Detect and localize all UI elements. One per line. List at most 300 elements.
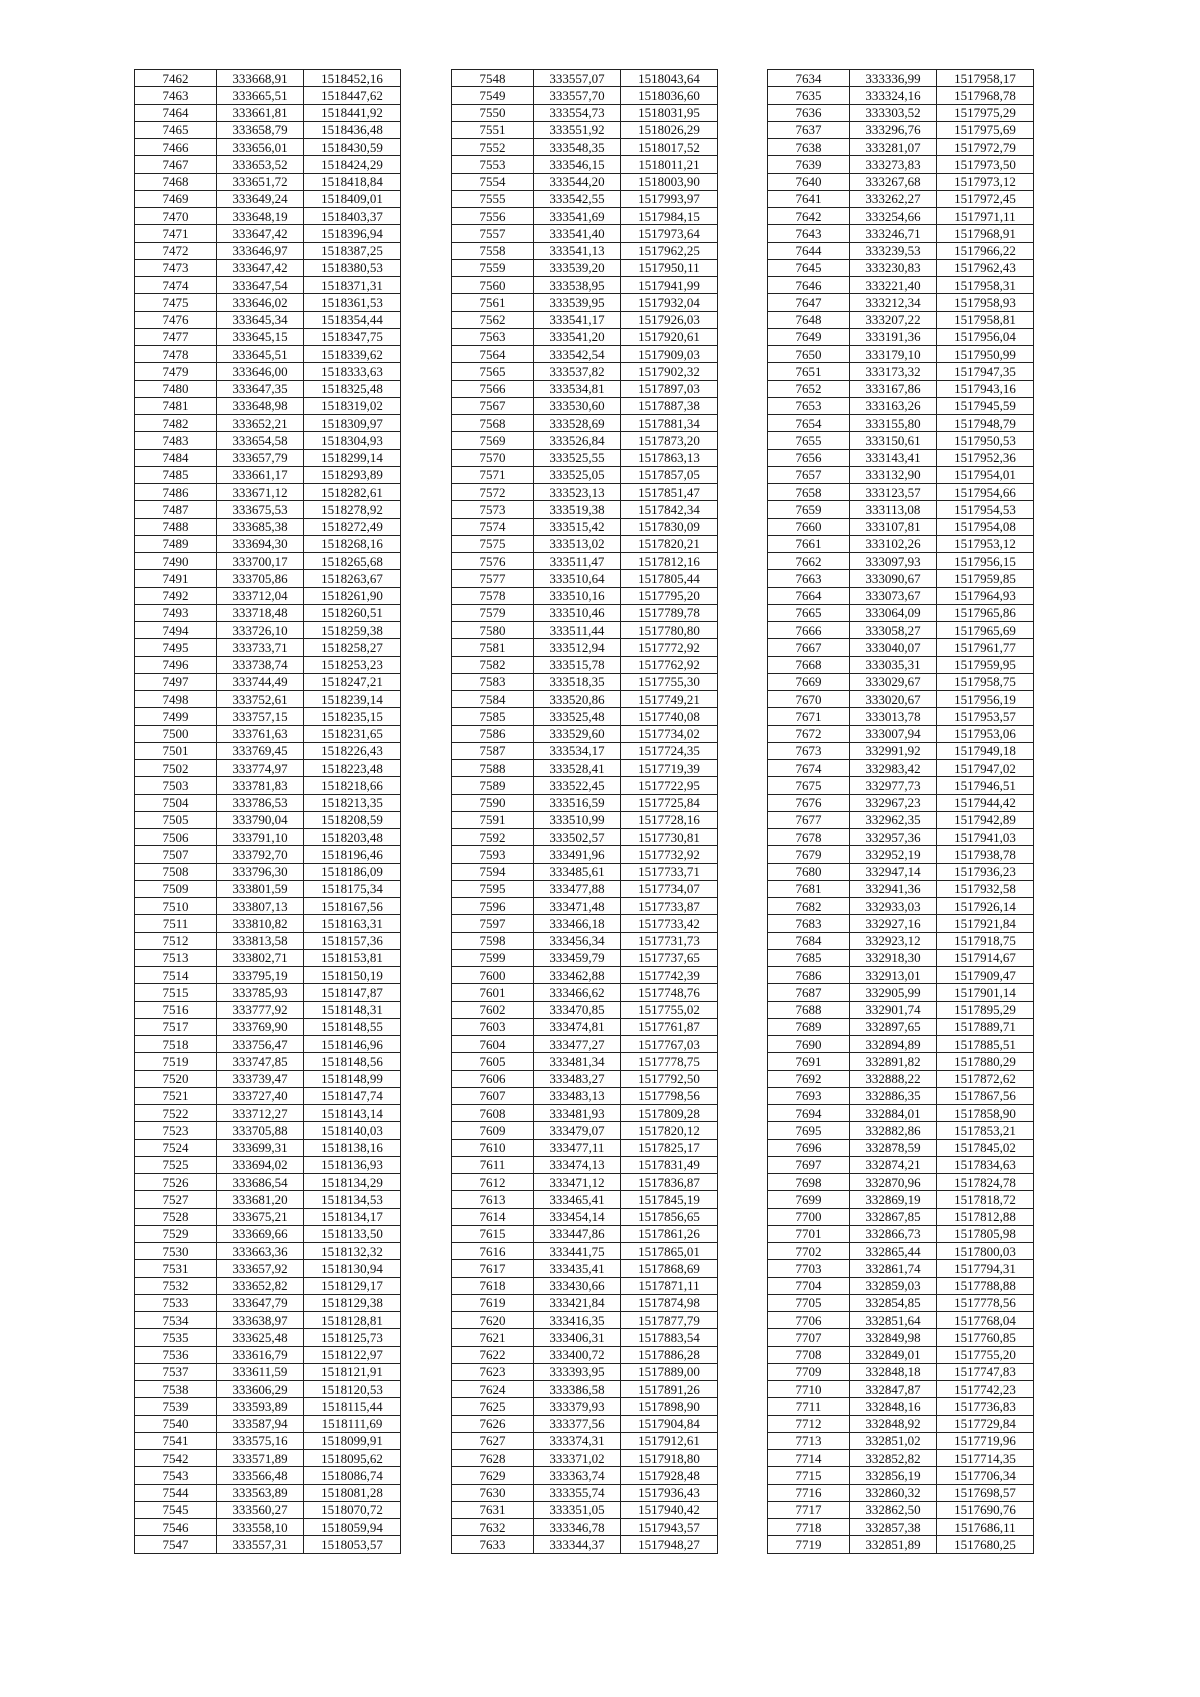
x-coordinate-cell: 333035,31: [850, 656, 937, 673]
y-coordinate-cell: 1517966,22: [937, 242, 1034, 259]
table-row: [135, 397, 401, 414]
table-row: [452, 346, 718, 363]
point-number-cell: 7555: [452, 190, 534, 207]
table-row: [452, 466, 718, 483]
point-number-cell: 7673: [768, 742, 850, 759]
y-coordinate-cell: 1518122,97: [304, 1346, 401, 1363]
y-coordinate-cell: 1517825,17: [621, 1139, 718, 1156]
table-row: [452, 587, 718, 604]
y-coordinate-cell: 1517867,56: [937, 1087, 1034, 1104]
point-number-cell: 7604: [452, 1036, 534, 1053]
table-row: [768, 863, 1034, 880]
table-row: [452, 1329, 718, 1346]
point-number-cell: 7463: [135, 87, 217, 104]
table-row: [135, 1105, 401, 1122]
y-coordinate-cell: 1518026,29: [621, 121, 718, 138]
y-coordinate-cell: 1517973,50: [937, 156, 1034, 173]
x-coordinate-cell: 333648,98: [217, 397, 304, 414]
table-row: [452, 1174, 718, 1191]
table-row: [452, 259, 718, 276]
point-number-cell: 7640: [768, 173, 850, 190]
point-number-cell: 7688: [768, 1001, 850, 1018]
point-number-cell: 7623: [452, 1363, 534, 1380]
x-coordinate-cell: 333529,60: [534, 725, 621, 742]
x-coordinate-cell: 332866,73: [850, 1225, 937, 1242]
y-coordinate-cell: 1518129,38: [304, 1294, 401, 1311]
x-coordinate-cell: 333374,31: [534, 1432, 621, 1449]
point-number-cell: 7539: [135, 1398, 217, 1415]
y-coordinate-cell: 1518147,87: [304, 984, 401, 1001]
x-coordinate-cell: 332851,02: [850, 1432, 937, 1449]
y-coordinate-cell: 1517742,39: [621, 967, 718, 984]
point-number-cell: 7647: [768, 294, 850, 311]
table-row: [452, 967, 718, 984]
y-coordinate-cell: 1517971,11: [937, 208, 1034, 225]
table-row: [768, 1208, 1034, 1225]
table-row: [768, 415, 1034, 432]
x-coordinate-cell: 333355,74: [534, 1484, 621, 1501]
y-coordinate-cell: 1517824,78: [937, 1174, 1034, 1191]
point-number-cell: 7619: [452, 1294, 534, 1311]
table-row: [452, 1415, 718, 1432]
table-row: [452, 760, 718, 777]
table-row: [135, 294, 401, 311]
point-number-cell: 7576: [452, 553, 534, 570]
table-row: [135, 811, 401, 828]
y-coordinate-cell: 1517733,71: [621, 863, 718, 880]
x-coordinate-cell: 332962,35: [850, 811, 937, 828]
point-number-cell: 7495: [135, 639, 217, 656]
x-coordinate-cell: 333167,86: [850, 380, 937, 397]
y-coordinate-cell: 1517812,88: [937, 1208, 1034, 1225]
x-coordinate-cell: 333801,59: [217, 880, 304, 897]
x-coordinate-cell: 333616,79: [217, 1346, 304, 1363]
table-row: [135, 70, 401, 87]
table-row: [135, 1450, 401, 1467]
point-number-cell: 7462: [135, 70, 217, 87]
x-coordinate-cell: 333645,34: [217, 311, 304, 328]
x-coordinate-cell: 333471,48: [534, 898, 621, 915]
point-number-cell: 7702: [768, 1243, 850, 1260]
table-row: [452, 673, 718, 690]
x-coordinate-cell: 333790,04: [217, 811, 304, 828]
x-coordinate-cell: 333727,40: [217, 1087, 304, 1104]
x-coordinate-cell: 333699,31: [217, 1139, 304, 1156]
point-number-cell: 7597: [452, 915, 534, 932]
table-row: [452, 915, 718, 932]
y-coordinate-cell: 1517953,12: [937, 535, 1034, 552]
point-number-cell: 7587: [452, 742, 534, 759]
point-number-cell: 7648: [768, 311, 850, 328]
point-number-cell: 7615: [452, 1225, 534, 1242]
table-row: [135, 225, 401, 242]
point-number-cell: 7658: [768, 484, 850, 501]
coordinate-table-body: [768, 70, 1034, 1554]
x-coordinate-cell: 332933,03: [850, 898, 937, 915]
x-coordinate-cell: 333757,15: [217, 708, 304, 725]
x-coordinate-cell: 333483,27: [534, 1070, 621, 1087]
x-coordinate-cell: 332913,01: [850, 967, 937, 984]
point-number-cell: 7634: [768, 70, 850, 87]
table-row: [452, 294, 718, 311]
point-number-cell: 7611: [452, 1156, 534, 1173]
x-coordinate-cell: 333544,20: [534, 173, 621, 190]
table-row: [452, 725, 718, 742]
table-row: [135, 87, 401, 104]
y-coordinate-cell: 1517733,42: [621, 915, 718, 932]
x-coordinate-cell: 333459,79: [534, 949, 621, 966]
point-number-cell: 7637: [768, 121, 850, 138]
point-number-cell: 7512: [135, 932, 217, 949]
point-number-cell: 7589: [452, 777, 534, 794]
x-coordinate-cell: 332857,38: [850, 1519, 937, 1536]
y-coordinate-cell: 1518147,74: [304, 1087, 401, 1104]
y-coordinate-cell: 1517706,34: [937, 1467, 1034, 1484]
x-coordinate-cell: 333647,42: [217, 259, 304, 276]
table-row: [768, 449, 1034, 466]
table-row: [135, 208, 401, 225]
y-coordinate-cell: 1517950,53: [937, 432, 1034, 449]
point-number-cell: 7713: [768, 1432, 850, 1449]
x-coordinate-cell: 333525,55: [534, 449, 621, 466]
y-coordinate-cell: 1517932,58: [937, 880, 1034, 897]
point-number-cell: 7557: [452, 225, 534, 242]
x-coordinate-cell: 333058,27: [850, 622, 937, 639]
x-coordinate-cell: 332848,92: [850, 1415, 937, 1432]
table-row: [768, 294, 1034, 311]
x-coordinate-cell: 333796,30: [217, 863, 304, 880]
table-row: [452, 415, 718, 432]
y-coordinate-cell: 1518371,31: [304, 277, 401, 294]
x-coordinate-cell: 333173,32: [850, 363, 937, 380]
x-coordinate-cell: 333652,82: [217, 1277, 304, 1294]
point-number-cell: 7663: [768, 570, 850, 587]
point-number-cell: 7592: [452, 829, 534, 846]
coordinate-table-body: [135, 70, 401, 1554]
table-row: [135, 1501, 401, 1518]
table-row: [452, 1018, 718, 1035]
point-number-cell: 7591: [452, 811, 534, 828]
table-row: [452, 139, 718, 156]
y-coordinate-cell: 1517865,01: [621, 1243, 718, 1260]
x-coordinate-cell: 333416,35: [534, 1312, 621, 1329]
x-coordinate-cell: 333351,05: [534, 1501, 621, 1518]
x-coordinate-cell: 333207,22: [850, 311, 937, 328]
y-coordinate-cell: 1517912,61: [621, 1432, 718, 1449]
table-row: [768, 104, 1034, 121]
point-number-cell: 7659: [768, 501, 850, 518]
table-row: [135, 1174, 401, 1191]
y-coordinate-cell: 1517845,19: [621, 1191, 718, 1208]
x-coordinate-cell: 333542,55: [534, 190, 621, 207]
point-number-cell: 7522: [135, 1105, 217, 1122]
x-coordinate-cell: 332941,36: [850, 880, 937, 897]
y-coordinate-cell: 1517881,34: [621, 415, 718, 432]
y-coordinate-cell: 1518309,97: [304, 415, 401, 432]
table-row: [452, 1105, 718, 1122]
table-row: [768, 535, 1034, 552]
point-number-cell: 7487: [135, 501, 217, 518]
y-coordinate-cell: 1517901,14: [937, 984, 1034, 1001]
table-row: [135, 1087, 401, 1104]
point-number-cell: 7709: [768, 1363, 850, 1380]
y-coordinate-cell: 1517820,21: [621, 535, 718, 552]
y-coordinate-cell: 1517845,02: [937, 1139, 1034, 1156]
point-number-cell: 7613: [452, 1191, 534, 1208]
point-number-cell: 7575: [452, 535, 534, 552]
table-row: [768, 1139, 1034, 1156]
table-row: [768, 190, 1034, 207]
table-row: [135, 725, 401, 742]
x-coordinate-cell: 333163,26: [850, 397, 937, 414]
x-coordinate-cell: 333551,92: [534, 121, 621, 138]
x-coordinate-cell: 333371,02: [534, 1450, 621, 1467]
x-coordinate-cell: 332869,19: [850, 1191, 937, 1208]
x-coordinate-cell: 333611,59: [217, 1363, 304, 1380]
table-row: [768, 380, 1034, 397]
point-number-cell: 7550: [452, 104, 534, 121]
point-number-cell: 7477: [135, 328, 217, 345]
coordinate-table-1: [134, 69, 401, 1554]
point-number-cell: 7631: [452, 1501, 534, 1518]
point-number-cell: 7633: [452, 1536, 534, 1553]
point-number-cell: 7570: [452, 449, 534, 466]
point-number-cell: 7602: [452, 1001, 534, 1018]
y-coordinate-cell: 1517873,20: [621, 432, 718, 449]
table-row: [135, 1001, 401, 1018]
point-number-cell: 7510: [135, 898, 217, 915]
y-coordinate-cell: 1518452,16: [304, 70, 401, 87]
x-coordinate-cell: 333020,67: [850, 691, 937, 708]
x-coordinate-cell: 333781,83: [217, 777, 304, 794]
point-number-cell: 7695: [768, 1122, 850, 1139]
y-coordinate-cell: 1517734,02: [621, 725, 718, 742]
x-coordinate-cell: 333421,84: [534, 1294, 621, 1311]
x-coordinate-cell: 333813,58: [217, 932, 304, 949]
table-row: [768, 1432, 1034, 1449]
x-coordinate-cell: 332859,03: [850, 1277, 937, 1294]
y-coordinate-cell: 1518099,91: [304, 1432, 401, 1449]
point-number-cell: 7499: [135, 708, 217, 725]
table-row: [452, 225, 718, 242]
x-coordinate-cell: 333254,66: [850, 208, 937, 225]
point-number-cell: 7571: [452, 466, 534, 483]
x-coordinate-cell: 332967,23: [850, 794, 937, 811]
x-coordinate-cell: 332894,89: [850, 1036, 937, 1053]
point-number-cell: 7601: [452, 984, 534, 1001]
x-coordinate-cell: 333513,02: [534, 535, 621, 552]
x-coordinate-cell: 333267,68: [850, 173, 937, 190]
point-number-cell: 7546: [135, 1519, 217, 1536]
y-coordinate-cell: 1517733,87: [621, 898, 718, 915]
x-coordinate-cell: 333694,02: [217, 1156, 304, 1173]
x-coordinate-cell: 332854,85: [850, 1294, 937, 1311]
point-number-cell: 7492: [135, 587, 217, 604]
y-coordinate-cell: 1517714,35: [937, 1450, 1034, 1467]
y-coordinate-cell: 1517962,43: [937, 259, 1034, 276]
y-coordinate-cell: 1517956,15: [937, 553, 1034, 570]
y-coordinate-cell: 1517886,28: [621, 1346, 718, 1363]
table-row: [452, 691, 718, 708]
x-coordinate-cell: 332867,85: [850, 1208, 937, 1225]
x-coordinate-cell: 333726,10: [217, 622, 304, 639]
table-row: [135, 484, 401, 501]
y-coordinate-cell: 1517954,01: [937, 466, 1034, 483]
x-coordinate-cell: 332891,82: [850, 1053, 937, 1070]
table-row: [768, 139, 1034, 156]
x-coordinate-cell: 333705,86: [217, 570, 304, 587]
table-row: [768, 811, 1034, 828]
table-row: [768, 915, 1034, 932]
x-coordinate-cell: 332983,42: [850, 760, 937, 777]
y-coordinate-cell: 1517948,79: [937, 415, 1034, 432]
y-coordinate-cell: 1517950,11: [621, 259, 718, 276]
x-coordinate-cell: 333363,74: [534, 1467, 621, 1484]
x-coordinate-cell: 333040,07: [850, 639, 937, 656]
table-row: [768, 328, 1034, 345]
y-coordinate-cell: 1517856,65: [621, 1208, 718, 1225]
table-row: [135, 1346, 401, 1363]
table-row: [768, 777, 1034, 794]
x-coordinate-cell: 333471,12: [534, 1174, 621, 1191]
y-coordinate-cell: 1518003,90: [621, 173, 718, 190]
table-row: [768, 1381, 1034, 1398]
x-coordinate-cell: 333107,81: [850, 518, 937, 535]
table-row: [768, 1294, 1034, 1311]
x-coordinate-cell: 333510,46: [534, 604, 621, 621]
y-coordinate-cell: 1517954,66: [937, 484, 1034, 501]
point-number-cell: 7672: [768, 725, 850, 742]
point-number-cell: 7676: [768, 794, 850, 811]
point-number-cell: 7482: [135, 415, 217, 432]
y-coordinate-cell: 1517909,47: [937, 967, 1034, 984]
point-number-cell: 7610: [452, 1139, 534, 1156]
table-row: [768, 484, 1034, 501]
x-coordinate-cell: 333510,99: [534, 811, 621, 828]
y-coordinate-cell: 1517734,07: [621, 880, 718, 897]
point-number-cell: 7485: [135, 466, 217, 483]
y-coordinate-cell: 1517792,50: [621, 1070, 718, 1087]
y-coordinate-cell: 1518036,60: [621, 87, 718, 104]
point-number-cell: 7608: [452, 1105, 534, 1122]
y-coordinate-cell: 1517958,31: [937, 277, 1034, 294]
y-coordinate-cell: 1517680,25: [937, 1536, 1034, 1553]
point-number-cell: 7516: [135, 1001, 217, 1018]
y-coordinate-cell: 1517768,04: [937, 1312, 1034, 1329]
x-coordinate-cell: 333661,81: [217, 104, 304, 121]
x-coordinate-cell: 333645,15: [217, 328, 304, 345]
x-coordinate-cell: 333400,72: [534, 1346, 621, 1363]
y-coordinate-cell: 1518319,02: [304, 397, 401, 414]
x-coordinate-cell: 333029,67: [850, 673, 937, 690]
y-coordinate-cell: 1518354,44: [304, 311, 401, 328]
y-coordinate-cell: 1517880,29: [937, 1053, 1034, 1070]
point-number-cell: 7646: [768, 277, 850, 294]
x-coordinate-cell: 332878,59: [850, 1139, 937, 1156]
point-number-cell: 7649: [768, 328, 850, 345]
point-number-cell: 7701: [768, 1225, 850, 1242]
x-coordinate-cell: 333647,54: [217, 277, 304, 294]
x-coordinate-cell: 333344,37: [534, 1536, 621, 1553]
x-coordinate-cell: 333441,75: [534, 1243, 621, 1260]
y-coordinate-cell: 1517749,21: [621, 691, 718, 708]
table-row: [135, 190, 401, 207]
point-number-cell: 7472: [135, 242, 217, 259]
table-row: [135, 1277, 401, 1294]
point-number-cell: 7603: [452, 1018, 534, 1035]
point-number-cell: 7581: [452, 639, 534, 656]
point-number-cell: 7679: [768, 846, 850, 863]
y-coordinate-cell: 1517686,11: [937, 1519, 1034, 1536]
y-coordinate-cell: 1517921,84: [937, 915, 1034, 932]
x-coordinate-cell: 333447,86: [534, 1225, 621, 1242]
x-coordinate-cell: 333718,48: [217, 604, 304, 621]
x-coordinate-cell: 333756,47: [217, 1036, 304, 1053]
table-row: [452, 1346, 718, 1363]
table-row: [135, 1053, 401, 1070]
y-coordinate-cell: 1518299,14: [304, 449, 401, 466]
point-number-cell: 7533: [135, 1294, 217, 1311]
point-number-cell: 7518: [135, 1036, 217, 1053]
x-coordinate-cell: 333802,71: [217, 949, 304, 966]
y-coordinate-cell: 1517719,96: [937, 1432, 1034, 1449]
table-row: [452, 328, 718, 345]
y-coordinate-cell: 1517868,69: [621, 1260, 718, 1277]
y-coordinate-cell: 1518120,53: [304, 1381, 401, 1398]
point-number-cell: 7515: [135, 984, 217, 1001]
point-number-cell: 7551: [452, 121, 534, 138]
y-coordinate-cell: 1517795,20: [621, 587, 718, 604]
table-row: [768, 225, 1034, 242]
point-number-cell: 7654: [768, 415, 850, 432]
y-coordinate-cell: 1517748,76: [621, 984, 718, 1001]
y-coordinate-cell: 1517964,93: [937, 587, 1034, 604]
y-coordinate-cell: 1517936,43: [621, 1484, 718, 1501]
y-coordinate-cell: 1518148,99: [304, 1070, 401, 1087]
x-coordinate-cell: 333526,84: [534, 432, 621, 449]
x-coordinate-cell: 333466,62: [534, 984, 621, 1001]
table-row: [135, 1036, 401, 1053]
y-coordinate-cell: 1518213,35: [304, 794, 401, 811]
x-coordinate-cell: 333512,94: [534, 639, 621, 656]
x-coordinate-cell: 333557,31: [217, 1536, 304, 1553]
x-coordinate-cell: 332884,01: [850, 1105, 937, 1122]
x-coordinate-cell: 333557,07: [534, 70, 621, 87]
y-coordinate-cell: 1517973,12: [937, 173, 1034, 190]
x-coordinate-cell: 333593,89: [217, 1398, 304, 1415]
y-coordinate-cell: 1517731,73: [621, 932, 718, 949]
point-number-cell: 7545: [135, 1501, 217, 1518]
x-coordinate-cell: 333541,69: [534, 208, 621, 225]
x-coordinate-cell: 333807,13: [217, 898, 304, 915]
point-number-cell: 7675: [768, 777, 850, 794]
point-number-cell: 7707: [768, 1329, 850, 1346]
x-coordinate-cell: 333510,16: [534, 587, 621, 604]
y-coordinate-cell: 1517805,44: [621, 570, 718, 587]
x-coordinate-cell: 332886,35: [850, 1087, 937, 1104]
table-row: [135, 242, 401, 259]
table-row: [768, 1519, 1034, 1536]
table-row: [452, 484, 718, 501]
x-coordinate-cell: 332865,44: [850, 1243, 937, 1260]
point-number-cell: 7704: [768, 1277, 850, 1294]
x-coordinate-cell: 333523,13: [534, 484, 621, 501]
point-number-cell: 7569: [452, 432, 534, 449]
table-row: [768, 587, 1034, 604]
table-row: [768, 1450, 1034, 1467]
point-number-cell: 7620: [452, 1312, 534, 1329]
y-coordinate-cell: 1518304,93: [304, 432, 401, 449]
